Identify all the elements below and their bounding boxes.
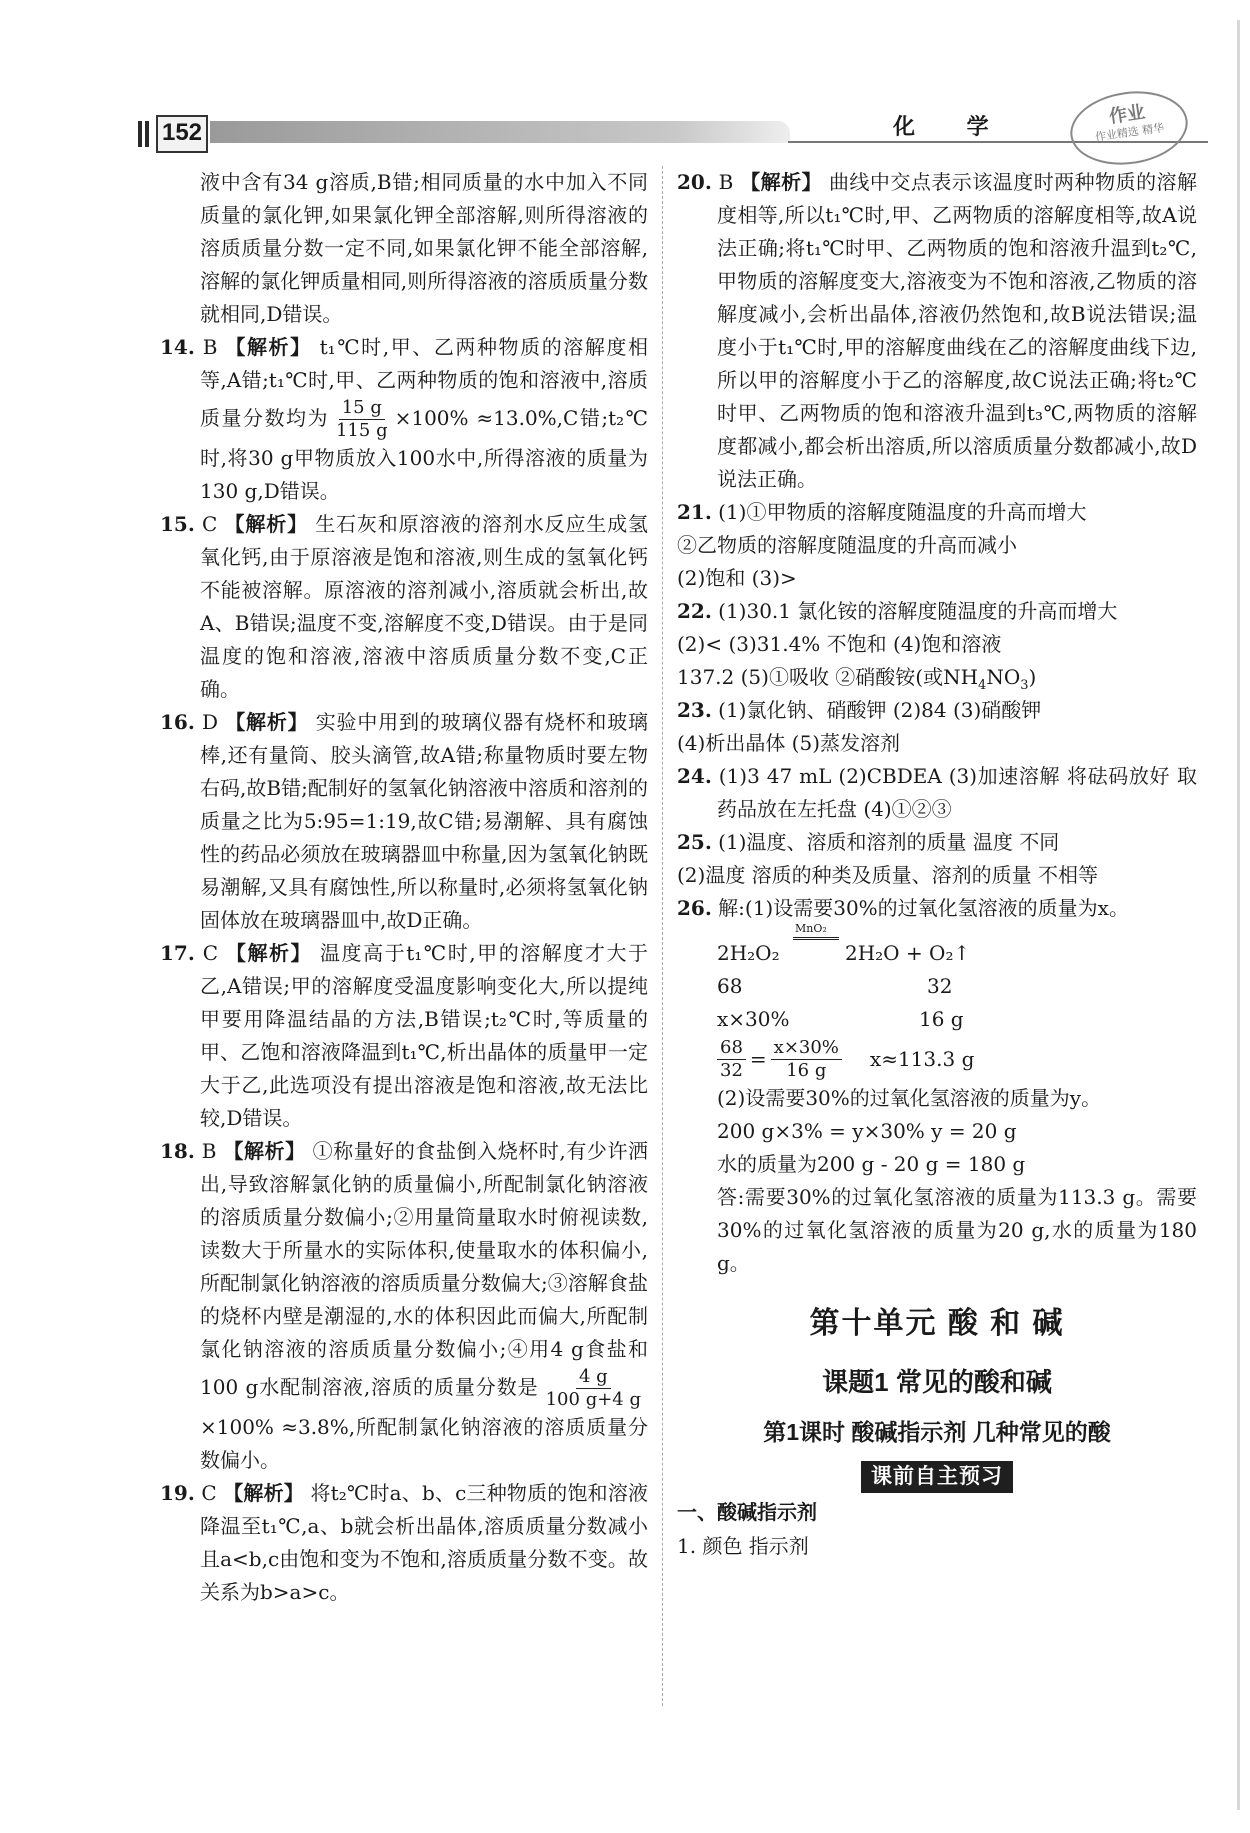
page-header <box>138 115 1218 151</box>
q14-text-a: t₁℃时,甲、乙两种物质的溶解度相等,A错;t₁℃时,甲、乙两种物质的饱和溶液中,溶质质量分数均为 <box>200 335 649 430</box>
q17-tag: 【解析】 <box>225 941 313 965</box>
q26-eq-right: 2H₂O + O₂↑ <box>845 941 971 965</box>
q22-sub-2: 3 <box>1020 678 1029 693</box>
right-column <box>677 166 1197 1563</box>
unit-title: 第十单元 酸 和 碱 <box>809 1307 1065 1340</box>
q18-tag: 【解析】 <box>223 1139 306 1163</box>
q26-equation <box>677 922 1197 1280</box>
subject-title: 化 学 <box>893 114 1011 140</box>
section-heading: 一、酸碱指示剂 <box>677 1502 817 1524</box>
q14-frac-numerator: 15 g <box>339 397 385 420</box>
q13-continuation: 液中含有34 g溶质,B错;相同质量的水中加入不同质量的氯化钾,如果氯化钾全部溶解,则所得溶液的溶质质量分数一定不同,如果氯化钾不能全部溶解,溶解的氯化钾质量相同,则所得溶液的溶质质量分数就相同,D错误。 <box>200 170 648 326</box>
q26-mass-2: 32 <box>927 974 953 998</box>
q21-line-2: ②乙物质的溶解度随温度的升高而减小 <box>677 533 1017 557</box>
q24-line-1: (1)3 47 mL (2)CBDEA (3)加速溶解 将砝码放好 取药品放在左托盘 (4)①②③ <box>717 764 1198 821</box>
q16-text: 实验中用到的玻璃仪器有烧杯和玻璃棒,还有量筒、胶头滴管,故A错;称量物质时要左物右码,故B错;配制好的氢氧化钠溶液中溶质和溶剂的质量之比为5:95=1:19,故C错;易潮解、具有腐蚀性的药品必须放在玻璃器皿中称量,因为氢氧化钠既易潮解,又具有腐蚀性,所以称量时,必须将氢氧化钠固体放在玻璃器皿中,故D正确。 <box>200 710 649 932</box>
q22-line-1: (1)30.1 氯化铵的溶解度随温度的升高而增大 <box>718 599 1118 623</box>
lesson-title: 课题1 常见的酸和碱 <box>822 1367 1052 1397</box>
question-17 <box>160 937 648 1135</box>
q26-ratio-frac-2 <box>771 1037 842 1082</box>
q26-ratio-frac-1 <box>717 1037 746 1082</box>
q19-number: 19. <box>160 1481 195 1505</box>
q26-answer-text: 答:需要30%的过氧化氢溶液的质量为113.3 g。需要30%的过氧化氢溶液的质量为20 g,水的质量为180 g。 <box>717 1185 1197 1275</box>
q26-mass-1: 68 <box>717 974 743 998</box>
question-22 <box>677 595 1197 694</box>
q24-number: 24. <box>677 764 712 788</box>
question-15 <box>160 508 648 706</box>
q18-frac-numerator: 4 g <box>576 1366 611 1389</box>
q17-text: 温度高于t₁℃时,甲的溶解度才大于乙,A错误;甲的溶解度受温度影响变化大,所以提纯甲要用降温结晶的方法,B错误;t₂℃时,等质量的甲、乙饱和溶液降温到t₁℃,析出晶体的质量甲一定大于乙,此选项没有提出溶液是饱和溶液,故无法比较,D错误。 <box>200 941 648 1130</box>
column-divider <box>662 166 663 1706</box>
question-26 <box>677 892 1197 925</box>
question-14 <box>160 331 648 508</box>
question-19 <box>160 1477 648 1609</box>
question-21 <box>677 496 1197 595</box>
question-18 <box>160 1135 648 1477</box>
q25-line-1: (1)温度、溶质和溶剂的质量 温度 不同 <box>718 830 1060 854</box>
q15-number: 15. <box>160 512 195 536</box>
q22-sub-1: 4 <box>978 678 987 693</box>
stamp-top-text: 作业 <box>1107 101 1147 128</box>
q18-answer: B <box>201 1139 217 1163</box>
q26-ratio-d1: 32 <box>720 1059 743 1081</box>
q26-ratio-n2: x×30% <box>771 1037 842 1060</box>
q19-tag: 【解析】 <box>223 1481 304 1505</box>
q15-answer: C <box>202 512 218 536</box>
q26-ratio-d2: 16 g <box>786 1059 827 1081</box>
q20-answer: B <box>718 170 734 194</box>
q26-mass-row <box>717 970 1197 1003</box>
q20-text: 曲线中交点表示该温度时两种物质的溶解度相等,所以t₁℃时,甲、乙两物质的溶解度相等,故A说法正确;将t₁℃时甲、乙两物质的饱和溶液升温到t₂℃,甲物质的溶解度变大,溶液变为不饱和溶液,乙物质的溶解度减小,会析出晶体,溶液仍然饱和,故B说法错误;温度小于t₁℃时,甲的溶解度曲线在乙的溶解度曲线下边,所以甲的溶解度小于乙的溶解度,故C说法正确;将t₂℃时甲、乙两物质的饱和溶液升温到t₃℃,两物质的溶解度都减小,都会析出溶质,所以溶质质量分数都减小,故D说法正确。 <box>717 170 1198 491</box>
q22-line-2: (2)< (3)31.4% 不饱和 (4)饱和溶液 <box>677 632 1002 656</box>
q26-value-1: x×30% <box>717 1007 790 1031</box>
q26-ratio-n1: 68 <box>717 1037 746 1060</box>
q18-frac-denominator: 100 g+4 g <box>545 1389 641 1410</box>
q26-line-3: 200 g×3% = y×30% y = 20 g <box>717 1119 1017 1143</box>
q26-eq-sign <box>793 937 839 940</box>
q26-number: 26. <box>677 896 712 920</box>
page-number: 152 <box>156 115 208 153</box>
q26-line-1: 解:(1)设需要30%的过氧化氢溶液的质量为x。 <box>718 896 1129 920</box>
q22-number: 22. <box>677 599 712 623</box>
preview-banner: 课前自主预习 <box>861 1461 1013 1493</box>
q26-catalyst: MnO₂ <box>795 922 827 935</box>
q17-answer: C <box>202 941 219 965</box>
q18-text-b: ×100% ≈3.8%,所配制氯化钠溶液的溶质质量分数偏小。 <box>200 1415 648 1472</box>
q16-number: 16. <box>160 710 195 734</box>
q22-line-3b: NO <box>986 665 1021 689</box>
stamp-bottom-text: 作业精选 精华 <box>1094 121 1165 144</box>
q19-text: 将t₂℃时a、b、c三种物质的饱和溶液降温至t₁℃,a、b就会析出晶体,溶质质量分数减小且a<b,c由饱和变为不饱和,溶质质量分数不变。故关系为b>a>c。 <box>200 1481 649 1604</box>
q25-line-2: (2)温度 溶质的种类及质量、溶剂的质量 不相等 <box>677 863 1099 887</box>
q14-answer: B <box>202 335 218 359</box>
q18-fraction <box>543 1366 644 1411</box>
q14-fraction <box>333 397 391 442</box>
q22-line-3 <box>677 661 1197 694</box>
period-title: 第1课时 酸碱指示剂 几种常见的酸 <box>763 1419 1111 1445</box>
section-item-1: 1. 颜色 指示剂 <box>677 1534 809 1558</box>
question-16 <box>160 706 648 937</box>
q19-answer: C <box>201 1481 217 1505</box>
q26-value-row <box>717 1003 1197 1036</box>
q14-frac-denominator: 115 g <box>335 420 388 441</box>
q22-line-3c: ) <box>1028 665 1037 689</box>
q20-number: 20. <box>677 170 712 194</box>
left-column <box>160 166 648 1609</box>
q26-value-2: 16 g <box>919 1007 964 1031</box>
q23-line-2: (4)析出晶体 (5)蒸发溶剂 <box>677 731 901 755</box>
q18-text-a: ①称量好的食盐倒入烧杯时,有少许洒出,导致溶解氯化钠的质量偏小,所配制氯化钠溶液的溶质质量分数偏小;②用量筒量取水时俯视读数,读数大于所量水的实际体积,使量取水的体积偏小,所配制氯化钠溶液的溶质质量分数偏大;③溶解食盐的烧杯内壁是潮湿的,水的体积因此而偏大,所配制氯化钠溶液的溶质质量分数偏小;④用4 g食盐和100 g水配制溶液,溶质的质量分数是 <box>200 1139 649 1399</box>
q20-tag: 【解析】 <box>740 170 823 194</box>
banner-wrap <box>677 1460 1197 1493</box>
q25-number: 25. <box>677 830 712 854</box>
question-20 <box>677 166 1197 496</box>
q26-ratio-equals: = <box>749 1046 767 1071</box>
q14-text-b: ×100% ≈13.0%,C错;t₂℃时,将30 g甲物质放入100水中,所得溶液的质量为130 g,D错误。 <box>200 406 648 503</box>
q26-ratio-result: x≈113.3 g <box>869 1046 975 1071</box>
q15-text: 生石灰和原溶液的溶剂水反应生成氢氧化钙,由于原溶液是饱和溶液,则生成的氢氧化钙不能被溶解。原溶液的溶剂减小,溶质就会析出,故A、B错误;温度不变,溶解度不变,D错误。由于是同温度的饱和溶液,溶液中溶质质量分数不变,C正确。 <box>200 512 649 701</box>
header-band <box>210 121 790 143</box>
q14-tag: 【解析】 <box>225 335 312 359</box>
q21-line-3: (2)饱和 (3)> <box>677 566 797 590</box>
q23-line-1: (1)氯化钠、硝酸钾 (2)84 (3)硝酸钾 <box>718 698 1042 722</box>
q21-number: 21. <box>677 500 712 524</box>
q16-answer: D <box>201 710 219 734</box>
q26-eq-left: 2H₂O₂ <box>717 941 780 965</box>
header-bars <box>138 121 152 147</box>
q22-line-3a: 137.2 (5)①吸收 ②硝酸铵(或NH <box>677 665 979 689</box>
q16-tag: 【解析】 <box>225 710 309 734</box>
question-24 <box>677 760 1197 826</box>
q26-equation-row <box>717 922 1197 970</box>
q26-line-2: (2)设需要30%的过氧化氢溶液的质量为y。 <box>717 1086 1102 1110</box>
q15-tag: 【解析】 <box>224 512 308 536</box>
q21-line-1: (1)①甲物质的溶解度随温度的升高而增大 <box>718 500 1087 524</box>
watermark-stamp <box>1066 84 1193 172</box>
q14-number: 14. <box>160 335 195 359</box>
q17-number: 17. <box>160 941 195 965</box>
q26-ratio-row <box>717 1036 1197 1082</box>
question-25 <box>677 826 1197 892</box>
q26-line-4: 水的质量为200 g - 20 g = 180 g <box>717 1152 1026 1176</box>
question-23 <box>677 694 1197 760</box>
page-edge <box>1237 20 1240 1810</box>
q18-number: 18. <box>160 1139 195 1163</box>
q23-number: 23. <box>677 698 712 722</box>
